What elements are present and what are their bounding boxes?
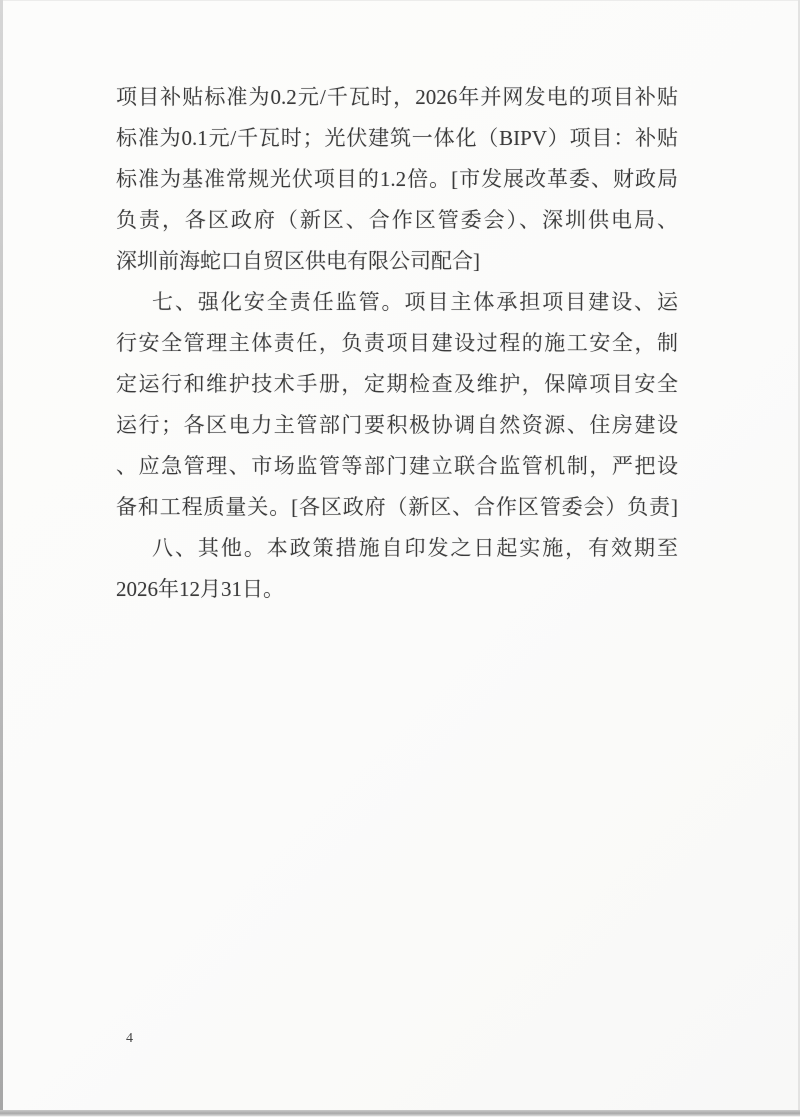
text-line: 2026年12月31日。 [116, 577, 284, 601]
document-body [116, 77, 678, 610]
scan-left-edge [0, 0, 3, 1117]
text-line: 深圳前海蛇口自贸区供电有限公司配合] [116, 249, 480, 273]
text-line: 行安全管理主体责任，负责项目建设过程的施工安全，制 [116, 331, 678, 355]
text-line: 标准为基准常规光伏项目的1.2倍。[市发展改革委、财政局 [116, 167, 678, 191]
text-line: 八、其他。本政策措施自印发之日起实施，有效期至 [152, 536, 678, 560]
text-line: 定运行和维护技术手册，定期检查及维护，保障项目安全 [116, 372, 678, 396]
paragraph [116, 528, 678, 610]
text-line: 备和工程质量关。[各区政府（新区、合作区管委会）负责] [116, 495, 678, 519]
text-line: 项目补贴标准为0.2元/千瓦时，2026年并网发电的项目补贴 [116, 85, 678, 109]
text-line: 负责，各区政府（新区、合作区管委会）、深圳供电局、 [116, 208, 678, 232]
scan-top-edge [0, 0, 800, 1]
text-line: 标准为0.1元/千瓦时；光伏建筑一体化（BIPV）项目：补贴 [116, 126, 678, 150]
page-number: 4 [126, 1031, 133, 1046]
paragraph [116, 282, 678, 528]
paragraph [116, 77, 678, 282]
text-line: 七、强化安全责任监管。项目主体承担项目建设、运 [152, 290, 678, 314]
text-line: 运行；各区电力主管部门要积极协调自然资源、住房建设 [116, 413, 678, 437]
text-line: 、应急管理、市场监管等部门建立联合监管机制，严把设 [116, 454, 678, 478]
